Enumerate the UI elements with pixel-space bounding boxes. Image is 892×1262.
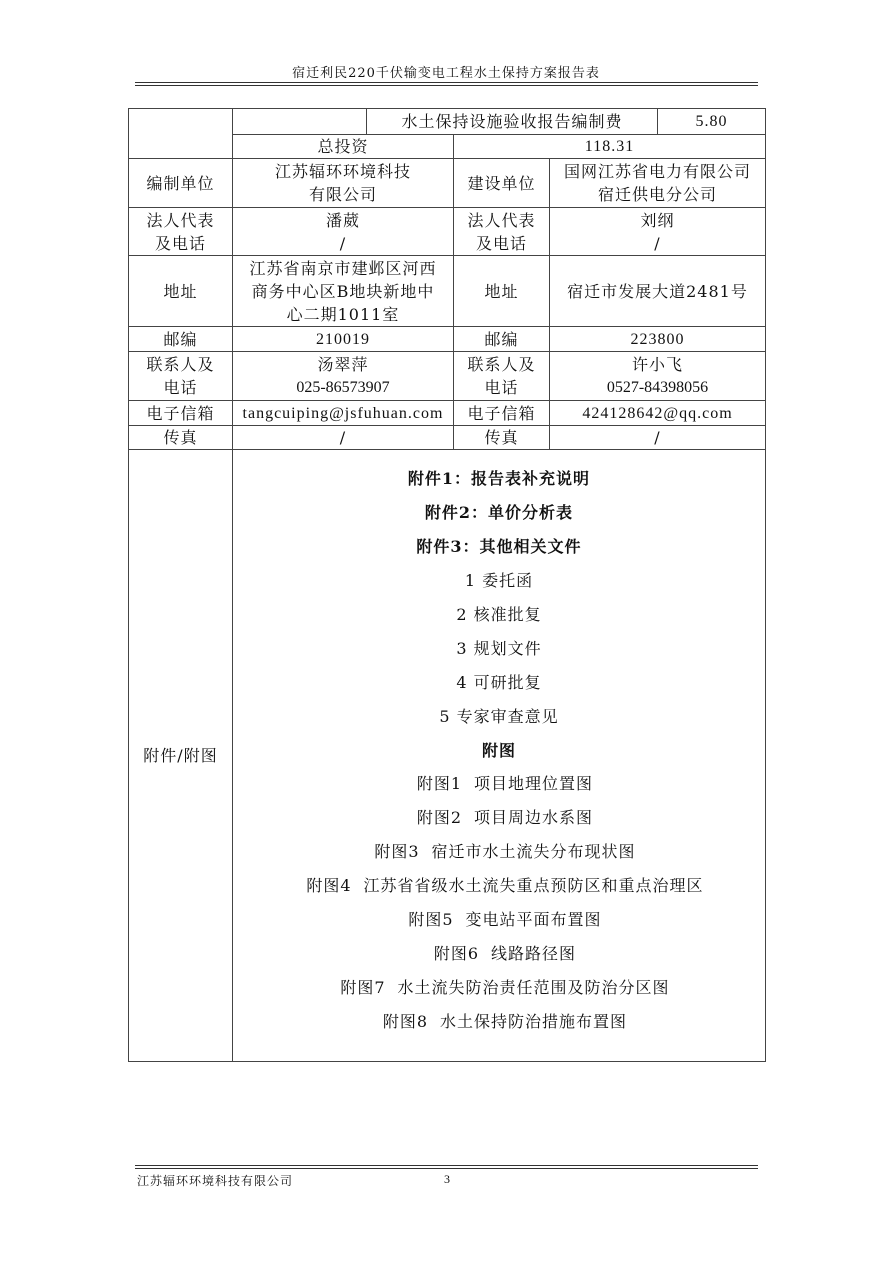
builder-label: 建设单位 bbox=[454, 159, 550, 208]
attachment-item: 附件3：其他相关文件 bbox=[416, 537, 582, 557]
fax-right-value: / bbox=[550, 426, 766, 450]
figure-name: 项目周边水系图 bbox=[473, 808, 593, 828]
fee-value: 5.80 bbox=[658, 109, 766, 135]
legal-label-line: 及电话 bbox=[154, 233, 206, 253]
blank-cell bbox=[129, 109, 233, 159]
page-header-title: 宿迁利民220千伏输变电工程水土保持方案报告表 bbox=[292, 66, 600, 81]
footer-rule-thin bbox=[135, 1168, 758, 1169]
figure-number: 附图4 bbox=[306, 876, 352, 896]
blank-cell bbox=[233, 109, 367, 135]
figure-number: 附图7 bbox=[340, 977, 386, 997]
figure-item bbox=[237, 772, 761, 806]
fax-label-right: 传真 bbox=[454, 426, 550, 450]
contact-left-phone: 025-86573907 bbox=[296, 379, 390, 396]
legal-row bbox=[129, 208, 766, 256]
fax-row bbox=[129, 426, 766, 450]
email-left-value: tangcuiping@jsfuhuan.com bbox=[233, 401, 454, 426]
contact-right-phone: 0527-84398056 bbox=[606, 379, 709, 396]
figure-name: 水土保持防治措施布置图 bbox=[439, 1011, 627, 1031]
postcode-label: 邮编 bbox=[129, 327, 233, 352]
address-left-line: 商务中心区B地块新地中 bbox=[251, 281, 435, 301]
fax-label: 传真 bbox=[129, 426, 233, 450]
address-label: 地址 bbox=[129, 256, 233, 327]
legal-label bbox=[129, 208, 233, 256]
builder-value-line: 国网江苏省电力有限公司 bbox=[563, 162, 751, 181]
contact-label-line: 电话 bbox=[163, 378, 198, 397]
postcode-label-right: 邮编 bbox=[454, 327, 550, 352]
postcode-left-value: 210019 bbox=[233, 327, 454, 352]
email-right-value: 424128642@qq.com bbox=[550, 401, 766, 426]
figure-name: 线路路径图 bbox=[490, 943, 576, 963]
legal-right-line: 刘纲 bbox=[640, 210, 675, 230]
document-item: 1 委托函 bbox=[464, 571, 534, 591]
figure-name: 宿迁市水土流失分布现状图 bbox=[431, 842, 636, 862]
fee-row bbox=[129, 109, 766, 135]
info-table bbox=[128, 108, 766, 1062]
legal-label-right bbox=[454, 208, 550, 256]
email-label: 电子信箱 bbox=[129, 401, 233, 426]
figure-item bbox=[237, 1010, 761, 1044]
compiler-value bbox=[233, 159, 454, 208]
legal-right-line: / bbox=[654, 233, 661, 253]
footer-company: 江苏辐环环境科技有限公司 bbox=[137, 1174, 294, 1188]
builder-value bbox=[550, 159, 766, 208]
header-rule bbox=[135, 82, 758, 83]
page-number: 3 bbox=[444, 1172, 450, 1186]
total-label: 总投资 bbox=[233, 135, 454, 159]
footer-rule bbox=[135, 1165, 758, 1166]
figure-number: 附图3 bbox=[374, 842, 420, 862]
email-label-right: 电子信箱 bbox=[454, 401, 550, 426]
figure-name: 变电站平面布置图 bbox=[465, 910, 602, 929]
contact-label-right bbox=[454, 352, 550, 401]
contact-row bbox=[129, 352, 766, 401]
legal-left-line: 潘葳 bbox=[325, 210, 360, 230]
document-item: 3 规划文件 bbox=[456, 638, 542, 658]
figure-number: 附图2 bbox=[416, 808, 463, 828]
contact-left-name: 汤翠萍 bbox=[317, 355, 369, 374]
fee-label: 水土保持设施验收报告编制费 bbox=[367, 109, 658, 135]
compiler-value-line: 有限公司 bbox=[308, 185, 377, 204]
figure-number: 附图5 bbox=[408, 910, 454, 929]
attachments-list bbox=[233, 450, 766, 1062]
figure-number: 附图6 bbox=[433, 943, 480, 963]
address-right-value: 宿迁市发展大道2481号 bbox=[550, 256, 766, 327]
figure-item bbox=[237, 874, 761, 908]
figure-number: 附图1 bbox=[416, 774, 463, 794]
figure-item bbox=[237, 840, 761, 874]
attachment-item: 附件1：报告表补充说明 bbox=[407, 469, 591, 489]
figure-name: 项目地理位置图 bbox=[473, 774, 593, 794]
address-left-value bbox=[233, 256, 454, 327]
contact-right-value bbox=[550, 352, 766, 401]
total-value: 118.31 bbox=[454, 135, 766, 159]
figure-number: 附图8 bbox=[382, 1011, 429, 1031]
compiler-row bbox=[129, 159, 766, 208]
figure-name: 江苏省省级水土流失重点预防区和重点治理区 bbox=[363, 876, 704, 896]
attachment-item: 附件2：单价分析表 bbox=[424, 503, 574, 523]
address-left-line: 江苏省南京市建邺区河西 bbox=[249, 258, 437, 278]
compiler-value-line: 江苏辐环环境科技 bbox=[274, 162, 411, 181]
postcode-right-value: 223800 bbox=[550, 327, 766, 352]
attachments-row bbox=[129, 450, 766, 1062]
email-row bbox=[129, 401, 766, 426]
contact-right-name: 许小飞 bbox=[631, 355, 683, 374]
document-item: 2 核准批复 bbox=[456, 604, 542, 624]
postcode-row bbox=[129, 327, 766, 352]
figure-item bbox=[237, 908, 761, 942]
document-item: 4 可研批复 bbox=[456, 672, 542, 692]
legal-left-line: / bbox=[339, 233, 347, 253]
legal-right-value bbox=[550, 208, 766, 256]
address-left-line: 心二期1011室 bbox=[286, 304, 400, 324]
contact-label-right-line: 电话 bbox=[484, 378, 519, 397]
legal-label-line: 法人代表 bbox=[146, 210, 215, 230]
figures-heading: 附图 bbox=[481, 740, 516, 760]
figure-item bbox=[237, 806, 761, 840]
figure-item bbox=[237, 942, 761, 976]
attachments-label: 附件/附图 bbox=[129, 450, 233, 1062]
contact-label-right-line: 联系人及 bbox=[467, 355, 536, 374]
figure-item bbox=[237, 976, 761, 1010]
fax-left-value: / bbox=[233, 426, 454, 450]
legal-label-right-line: 法人代表 bbox=[467, 210, 536, 230]
address-label-right: 地址 bbox=[454, 256, 550, 327]
builder-value-line: 宿迁供电分公司 bbox=[597, 185, 717, 204]
address-row bbox=[129, 256, 766, 327]
document-item: 5 专家审查意见 bbox=[439, 706, 559, 726]
contact-left-value bbox=[233, 352, 454, 401]
compiler-label: 编制单位 bbox=[129, 159, 233, 208]
contact-label bbox=[129, 352, 233, 401]
header-rule-thin bbox=[135, 85, 758, 86]
contact-label-line: 联系人及 bbox=[146, 355, 215, 374]
legal-left-value bbox=[233, 208, 454, 256]
legal-label-right-line: 及电话 bbox=[475, 233, 527, 253]
figure-name: 水土流失防治责任范围及防治分区图 bbox=[397, 977, 670, 997]
